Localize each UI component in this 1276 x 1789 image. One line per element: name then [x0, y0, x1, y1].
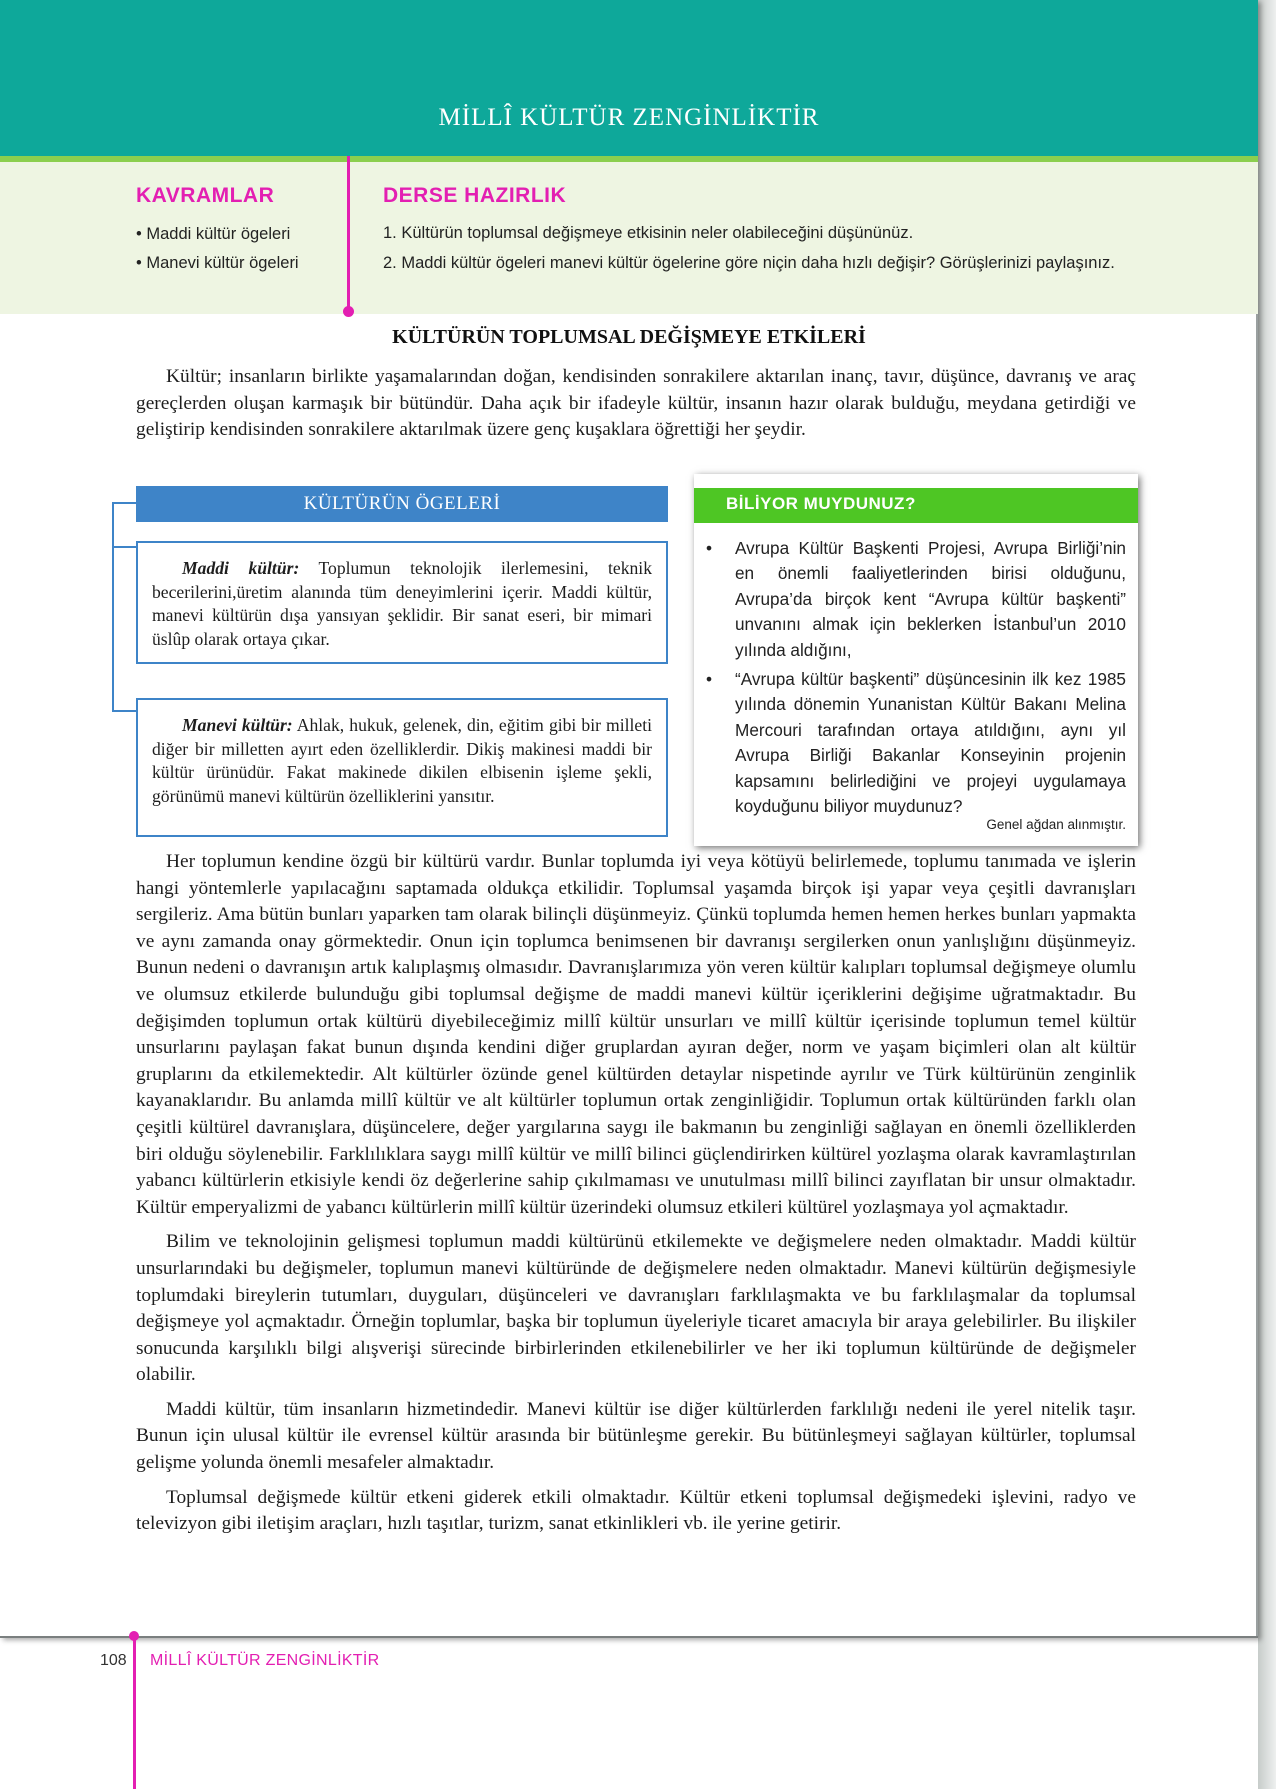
kavramlar-list [136, 220, 299, 278]
panel-divider [347, 156, 350, 312]
kavramlar-heading: KAVRAMLAR [136, 184, 275, 207]
maddi-kultur-text: Toplumun teknolojik ilerlemesini, teknik becerilerini,üretim alanında tüm deneyimlerini içerir. Maddi kültür, manevi kültürün dışa yansıyan şeklidir. Bir sanat eseri, bir mimari üslûp olarak ortaya çıkar. [152, 558, 652, 649]
maddi-kultur-term: Maddi kültür: [182, 558, 300, 578]
body-paragraph: Her toplumun kendine özgü bir kültürü vardır. Bunlar toplumda iyi veya kötüyü belirlemede, toplumu tanımada ve işlerin hangi yöntemlerle yapılacağını saptamada oldukça etkilidir. Toplumsal yaşamda birçok işi yapar veya çeşitli davranışları sergileriz. Ama bütün bunları yaparken tam olarak bilinçli düşünmeyiz. Çünkü toplumda hemen hemen herkes bunları yapmakta ve aynı zamanda onay görmektedir. Onun için toplumca benimsenen bir davranışı sergilerken onun yanlışlığını düşünmeyiz. Bunun nedeni o davranışın artık kalıplaşmış olmasıdır. Davranışlarımıza yön veren kültür kalıpları toplumsal değişmeye olumlu ve olumsuz etkilerde bulunduğu gibi toplumsal değişme de maddi manevi kültür içeriklerini değişime uğratmaktadır. Bu değişimden toplumun ortak kültürü diyebileceğimiz millî kültür unsurları ve millî kültür içerisinde toplumun temel kültür unsurlarını paylaşan fakat bunun dışında kendini diğer gruplardan ayıran değer, norm ve yaşam biçimleri olan alt kültür gruplarını da etkilemektedir. Alt kültürler özünde genel kültürden detaylar nispetinde ayrılır ve Türk kültürünün zenginlik kayanaklarıdır. Bu anlamda millî kültür ve alt kültürler toplumun ortak zenginliğidir. Toplumun ortak kültüründen farklı olan çeşitli kültürel davranışlara, düşüncelere, değer yargılarına saygı ile bakmanın bu zenginliği sağlayan en önemli özelliklerden biri olduğu söylenebilir. Farklılıklara saygı millî kültür ve millî bilinci güçlendirirken kültürel yozlaşma olarak kavramlaştırılan yabancı kültürlerin etkisiyle kendi öz değerlerine sahip çıkılmaması ve unutulması millî bilinci zayıflatan bir unsur olmaktadır. Kültür emperyalizmi de yabancı kültürlerin millî kültür üzerindeki olumsuz etkileri kültürel yozlaşmaya yol açmaktadır. [136, 851, 1136, 1218]
page-title: MİLLÎ KÜLTÜR ZENGİNLİKTİR [438, 104, 820, 131]
hazirlik-question: 2. Maddi kültür ögeleri manevi kültür ögelerine göre niçin daha hızlı değişir? Görüşlerinizi paylaşınız. [383, 254, 1115, 272]
kavram-item: • Maddi kültür ögeleri [136, 225, 291, 243]
biliyor-item [702, 536, 1126, 663]
biliyor-heading: BİLİYOR MUYDUNUZ? [726, 494, 916, 513]
section-heading: KÜLTÜRÜN TOPLUMSAL DEĞİŞMEYE ETKİLERİ [392, 326, 866, 348]
footer-divider [133, 1634, 136, 1789]
body-paragraph: Toplumsal değişmede kültür etkeni giderek etkili olmaktadır. Kültür etkeni toplumsal değişmedeki işlevini, radyo ve televizyon gibi iletişim araçları, hızlı taşıtlar, turizm, sanat etkinlikleri vb. ile yerine getirir. [136, 1486, 1136, 1535]
footer-divider-dot [129, 1631, 139, 1641]
body-paragraph: Bilim ve teknolojinin gelişmesi toplumun maddi kültürünü etkilemekte ve değişmelere neden olmaktadır. Maddi kültür unsurlarındaki bu değişmeler, toplumun manevi kültüründe de değişmelere neden olmaktadır. Manevi kültürün değişmesiyle toplumdaki bireylerin tutumları, duyguları, düşünceleri ve davranışları farklılaşmakta ve bu farklılaşmalar da toplumsal değişmeye yol açmaktadır. Örneğin toplumlar, başka bir toplumun üyeleriyle ticaret amacıyla bir araya gelebilirler. Bu ilişkiler sonucunda karşılıklı bilgi alışverişi sürecinde birbirlerinden etkilenebilirler ve her iki toplumun kültüründe de değişmeler olabilir. [136, 1231, 1136, 1386]
biliyor-muydunuz-box [694, 474, 1138, 846]
biliyor-item [702, 667, 1126, 819]
bullet-icon: • [706, 538, 713, 558]
panel-divider-dot [343, 306, 354, 317]
footer-title: MİLLÎ KÜLTÜR ZENGİNLİKTİR [150, 1652, 380, 1669]
derse-hazirlik-heading: DERSE HAZIRLIK [383, 184, 567, 207]
hazirlik-question: 1. Kültürün toplumsal değişmeye etkisinin neler olabileceğini düşününüz. [383, 224, 914, 242]
diagram-connector [112, 502, 136, 504]
diagram-connector [112, 546, 136, 548]
manevi-kultur-box [136, 698, 668, 837]
footer-rule [0, 1636, 1258, 1638]
biliyor-source: Genel ağdan alınmıştır. [986, 817, 1126, 832]
intro-paragraph: Kültür; insanların birlikte yaşamalarından doğan, kendisinden sonrakilere aktarılan inanç, tavır, düşünce, davranış ve araç gereçlerden oluşan karmaşık bir bütündür. Daha açık bir ifadeyle kültür, insanın hazır olarak bulduğu, meydana getirdiği ve geliştirip kendisinden sonrakilere aktarılmak üzere genç kuşaklara öğrettiği her şeydir. [136, 366, 1136, 441]
derse-hazirlik-list [383, 220, 1123, 280]
main-text [136, 849, 1136, 1546]
diagram-connector [112, 710, 136, 712]
manevi-kultur-term: Manevi kültür: [182, 715, 293, 735]
page-edge [1258, 0, 1276, 1789]
manevi-kultur-text: Ahlak, hukuk, gelenek, din, eğitim gibi bir milleti diğer bir milletten ayırt eden özelliklerdir. Dikiş makinesi maddi bir kültür ürünüdür. Fakat makinede dikilen elbisenin işleme şekli, görünümü manevi kültürün özelliklerini yansıtır. [152, 715, 652, 806]
biliyor-list [702, 536, 1126, 823]
maddi-kultur-box [136, 541, 668, 664]
biliyor-item-text: Avrupa Kültür Başkenti Projesi, Avrupa Birliği’nin en önemli faaliyetlerinden birisi olduğunu, Avrupa’da birçok kent “Avrupa kültür başkenti” unvanını almak için beklerken İstanbul’un 2010 yılında aldığını, [735, 538, 1126, 660]
kavram-item: • Manevi kültür ögeleri [136, 254, 299, 272]
biliyor-item-text: “Avrupa kültür başkenti” düşüncesinin ilk kez 1985 yılında dönemin Yunanistan Kültür Bakanı Melina Mercouri tarafından ortaya atıldığını, aynı yıl Avrupa Birliği Bakanlar Konseyinin projenin kapsamını belirlediğini ve projeyi uygulamaya koyduğunu biliyor muydunuz? [735, 669, 1126, 817]
header-band [0, 0, 1258, 156]
bullet-icon: • [706, 669, 713, 690]
page-number: 108 [100, 1652, 127, 1669]
body-paragraph: Maddi kültür, tüm insanların hizmetindedir. Manevi kültür ise diğer kültürlerden farklılığı nedeni ile yerel nitelik taşır. Bunun için ulusal kültür ile evrensel kültür arasında bir bütünleşme gerekir. Bu bütünleşmeyi sağlayan kültürler, toplumsal gelişme yolunda önemli mesafeler almaktadır. [136, 1398, 1136, 1474]
diagram-connector [112, 502, 114, 710]
kulturun-ogeleri-heading: KÜLTÜRÜN ÖGELERİ [136, 486, 668, 522]
